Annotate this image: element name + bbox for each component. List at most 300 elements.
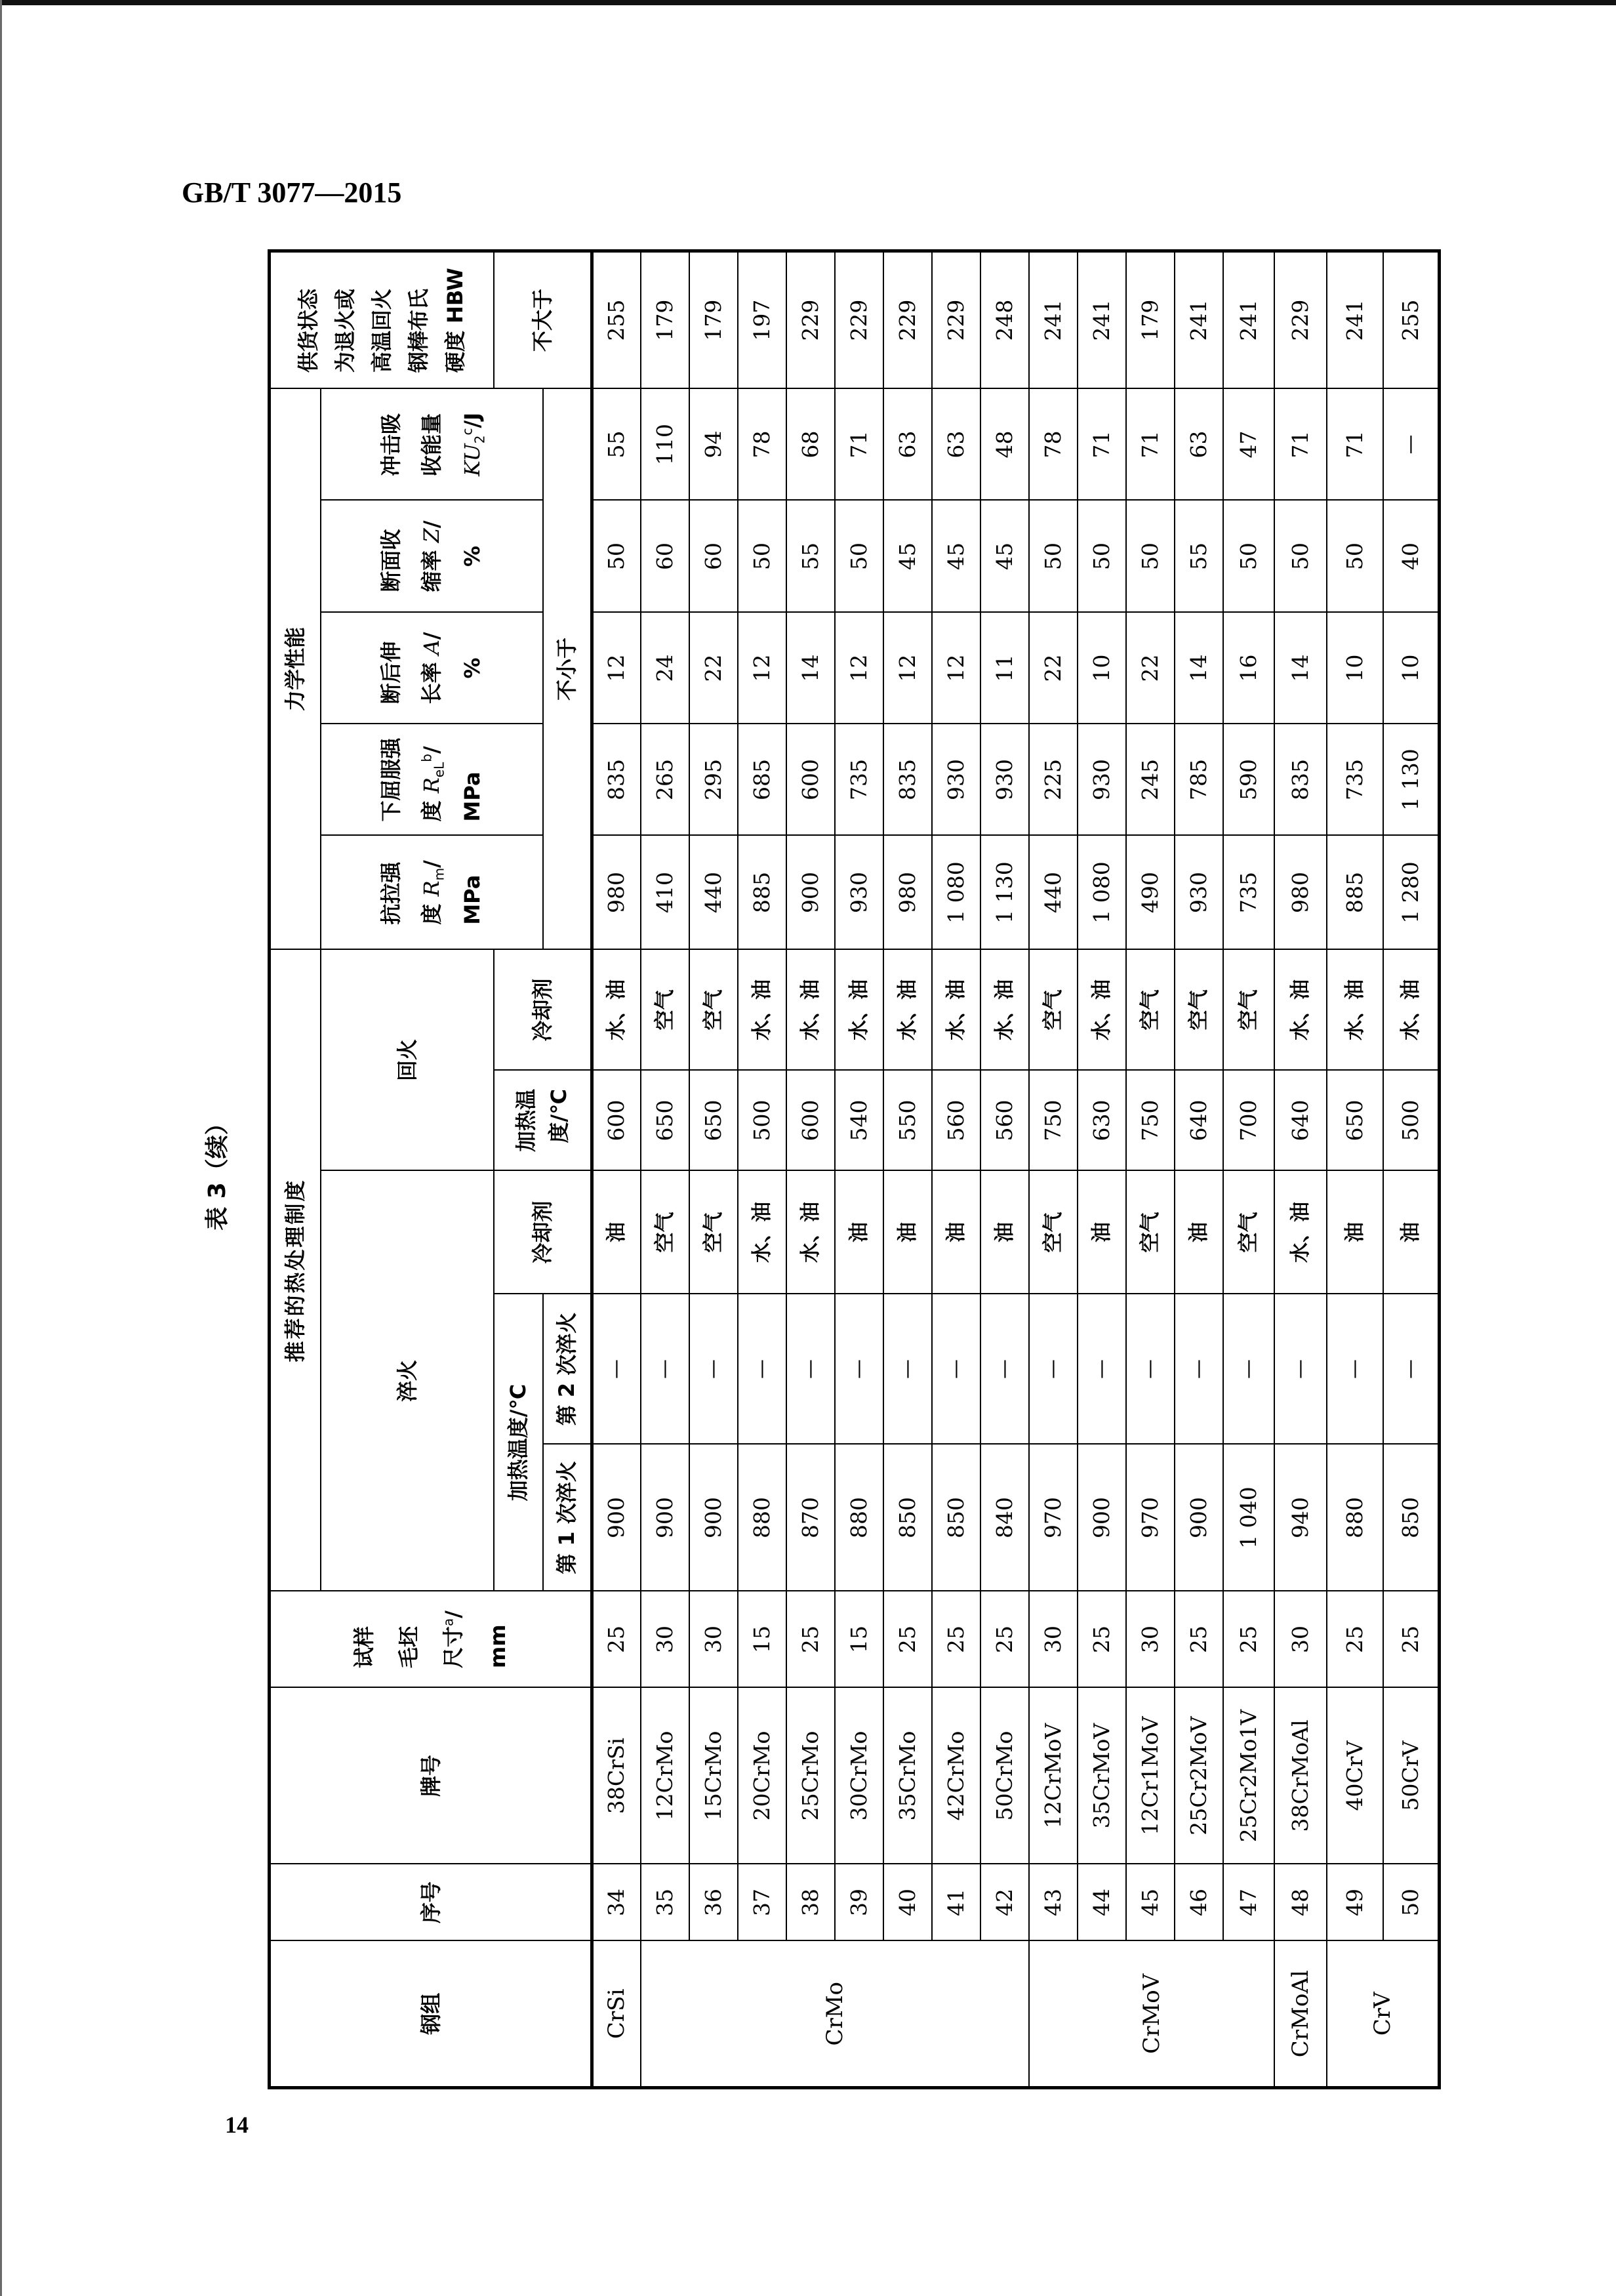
cell-blank-size: 25 [1223, 1591, 1274, 1688]
cell-tensile-strength: 980 [883, 835, 932, 949]
header-blank-size [270, 1591, 592, 1688]
cell-reduction-of-area: 40 [1383, 500, 1440, 612]
page-number: 14 [225, 2112, 249, 2138]
cell-quench-coolant: 油 [835, 1171, 883, 1294]
cell-reduction-of-area: 60 [641, 500, 689, 612]
steel-properties-table [268, 249, 1441, 2089]
unit-label: % [460, 545, 485, 567]
table-row [1327, 251, 1383, 2087]
cell-tensile-strength: 900 [786, 835, 835, 949]
cell-second-quench-temp: — [1126, 1294, 1175, 1445]
subscript: m [431, 867, 447, 881]
cell-yield-strength: 930 [932, 724, 980, 835]
cell-tensile-strength: 980 [1274, 835, 1327, 949]
cell-temper-coolant: 水、油 [738, 949, 786, 1070]
cell-temper-coolant: 空气 [1029, 949, 1078, 1070]
cell-hardness-hbw: 255 [1383, 251, 1440, 388]
cell-reduction-of-area: 45 [980, 500, 1029, 612]
header-mechanical-properties: 力学性能 [270, 388, 321, 949]
cell-impact-energy: 63 [1175, 388, 1223, 500]
header-quench-coolant: 冷却剂 [494, 1171, 592, 1294]
cell-quench-coolant: 空气 [1029, 1171, 1078, 1294]
table-row [1029, 251, 1078, 2087]
cell-second-quench-temp: — [1274, 1294, 1327, 1445]
cell-temper-temp: 500 [738, 1071, 786, 1171]
cell-first-quench-temp: 1 040 [1223, 1445, 1274, 1591]
table-row [1383, 251, 1440, 2087]
cell-yield-strength: 295 [689, 724, 738, 835]
header-hardness [270, 251, 494, 388]
cell-reduction-of-area: 55 [786, 500, 835, 612]
cell-first-quench-temp: 880 [1327, 1445, 1383, 1591]
symbol: R [419, 880, 444, 897]
header-second-quench: 第 2 次淬火 [543, 1294, 592, 1445]
cell-temper-temp: 560 [932, 1071, 980, 1171]
cell-elongation: 12 [835, 612, 883, 724]
scan-edge-left [0, 0, 2, 2296]
cell-tensile-strength: 980 [592, 835, 641, 949]
label-line: 收能量 [419, 413, 444, 476]
cell-hardness-hbw: 229 [835, 251, 883, 388]
label-text: / [419, 520, 444, 529]
cell-serial-no: 37 [738, 1864, 786, 1941]
cell-first-quench-temp: 900 [1078, 1445, 1126, 1591]
footnote-mark: c [459, 428, 475, 436]
cell-impact-energy: 94 [689, 388, 738, 500]
cell-temper-temp: 750 [1126, 1071, 1175, 1171]
cell-blank-size: 25 [1078, 1591, 1126, 1688]
cell-tensile-strength: 1 080 [1078, 835, 1126, 949]
cell-temper-temp: 650 [1327, 1071, 1383, 1171]
cell-elongation: 24 [641, 612, 689, 724]
cell-first-quench-temp: 900 [592, 1445, 641, 1591]
cell-yield-strength: 930 [1078, 724, 1126, 835]
cell-temper-coolant: 空气 [641, 949, 689, 1070]
label-line: 下屈服强 [378, 737, 403, 822]
label-text: /J [460, 412, 485, 428]
symbol: A [419, 640, 444, 655]
subscript: eL [431, 762, 447, 778]
symbol: R [419, 777, 444, 794]
symbol: Z [419, 528, 444, 543]
label-line [411, 860, 452, 924]
table-row [738, 251, 786, 2087]
header-heat-treatment: 推荐的热处理制度 [270, 949, 321, 1591]
cell-first-quench-temp: 880 [738, 1445, 786, 1591]
cell-yield-strength: 835 [883, 724, 932, 835]
cell-second-quench-temp: — [1327, 1294, 1383, 1445]
cell-tensile-strength: 930 [1175, 835, 1223, 949]
cell-temper-temp: 600 [786, 1071, 835, 1171]
header-grade: 牌号 [270, 1688, 592, 1864]
cell-impact-energy: 63 [932, 388, 980, 500]
cell-tensile-strength: 735 [1223, 835, 1274, 949]
header-steel-group: 钢组 [270, 1941, 592, 2088]
cell-impact-energy: — [1383, 388, 1440, 500]
cell-elongation: 12 [592, 612, 641, 724]
cell-tensile-strength: 1 280 [1383, 835, 1440, 949]
cell-blank-size: 25 [786, 1591, 835, 1688]
cell-first-quench-temp: 900 [689, 1445, 738, 1591]
header-serial-no: 序号 [270, 1864, 592, 1941]
cell-blank-size: 30 [1029, 1591, 1078, 1688]
cell-hardness-hbw: 241 [1223, 251, 1274, 388]
cell-reduction-of-area: 50 [1327, 500, 1383, 612]
cell-steel-group: CrV [1327, 1941, 1440, 2088]
cell-elongation: 22 [1126, 612, 1175, 724]
cell-blank-size: 30 [1126, 1591, 1175, 1688]
cell-hardness-hbw: 179 [641, 251, 689, 388]
header-temper-coolant: 冷却剂 [494, 949, 592, 1070]
cell-elongation: 14 [1274, 612, 1327, 724]
cell-quench-coolant: 空气 [689, 1171, 738, 1294]
cell-elongation: 11 [980, 612, 1029, 724]
cell-quench-coolant: 空气 [641, 1171, 689, 1294]
cell-impact-energy: 78 [738, 388, 786, 500]
cell-yield-strength: 685 [738, 724, 786, 835]
label-line: 冲击吸 [378, 413, 403, 476]
cell-second-quench-temp: — [592, 1294, 641, 1445]
cell-temper-temp: 630 [1078, 1071, 1126, 1171]
cell-reduction-of-area: 50 [1029, 500, 1078, 612]
cell-impact-energy: 55 [592, 388, 641, 500]
cell-grade: 30CrMo [835, 1688, 883, 1864]
cell-second-quench-temp: — [1029, 1294, 1078, 1445]
cell-grade: 38CrMoAl [1274, 1688, 1327, 1864]
cell-grade: 20CrMo [738, 1688, 786, 1864]
cell-impact-energy: 71 [1327, 388, 1383, 500]
cell-yield-strength: 1 130 [1383, 724, 1440, 835]
footnote-mark: b [418, 754, 435, 762]
cell-blank-size: 15 [738, 1591, 786, 1688]
cell-serial-no: 40 [883, 1864, 932, 1941]
cell-hardness-hbw: 241 [1078, 251, 1126, 388]
cell-serial-no: 36 [689, 1864, 738, 1941]
cell-quench-coolant: 油 [883, 1171, 932, 1294]
cell-hardness-hbw: 179 [689, 251, 738, 388]
subscript: 2 [472, 435, 488, 444]
cell-steel-group: CrSi [592, 1941, 641, 2088]
label-line: 试样 [351, 1626, 376, 1668]
table-row [1078, 251, 1126, 2087]
cell-second-quench-temp: — [1078, 1294, 1126, 1445]
cell-blank-size: 25 [1327, 1591, 1383, 1688]
cell-tensile-strength: 885 [1327, 835, 1383, 949]
label-text: / [440, 1610, 466, 1618]
scan-edge-top [0, 0, 1616, 5]
label-line [411, 737, 452, 821]
cell-grade: 25Cr2Mo1V [1223, 1688, 1274, 1864]
cell-reduction-of-area: 50 [1274, 500, 1327, 612]
cell-temper-temp: 550 [883, 1071, 932, 1171]
cell-temper-coolant: 空气 [1126, 949, 1175, 1070]
cell-yield-strength: 245 [1126, 724, 1175, 835]
header-reduction-of-area [321, 500, 543, 612]
cell-impact-energy: 63 [883, 388, 932, 500]
cell-grade: 35CrMo [883, 1688, 932, 1864]
label-text: / [419, 860, 444, 868]
cell-reduction-of-area: 50 [738, 500, 786, 612]
cell-temper-coolant: 水、油 [883, 949, 932, 1070]
cell-quench-coolant: 水、油 [1274, 1171, 1327, 1294]
cell-serial-no: 44 [1078, 1864, 1126, 1941]
cell-serial-no: 48 [1274, 1864, 1327, 1941]
cell-blank-size: 25 [932, 1591, 980, 1688]
cell-first-quench-temp: 840 [980, 1445, 1029, 1591]
cell-serial-no: 49 [1327, 1864, 1383, 1941]
cell-second-quench-temp: — [1383, 1294, 1440, 1445]
label-line: 度/℃ [546, 1089, 571, 1143]
cell-impact-energy: 110 [641, 388, 689, 500]
unit-label: % [460, 657, 485, 679]
cell-elongation: 14 [1175, 612, 1223, 724]
cell-reduction-of-area: 50 [1223, 500, 1274, 612]
cell-reduction-of-area: 50 [835, 500, 883, 612]
cell-quench-coolant: 油 [1383, 1171, 1440, 1294]
label-line: 钢棒布氏 [406, 289, 432, 373]
cell-hardness-hbw: 229 [932, 251, 980, 388]
header-not-less-than: 不小于 [543, 388, 592, 949]
cell-first-quench-temp: 850 [1383, 1445, 1440, 1591]
cell-temper-coolant: 水、油 [835, 949, 883, 1070]
cell-impact-energy: 47 [1223, 388, 1274, 500]
table-row [689, 251, 738, 2087]
table-row [1175, 251, 1223, 2087]
cell-second-quench-temp: — [1175, 1294, 1223, 1445]
header-tensile-strength [321, 835, 543, 949]
label-line: 抗拉强 [378, 861, 403, 925]
cell-elongation: 10 [1327, 612, 1383, 724]
header-elongation [321, 612, 543, 724]
cell-serial-no: 45 [1126, 1864, 1175, 1941]
cell-temper-coolant: 空气 [689, 949, 738, 1070]
cell-temper-coolant: 水、油 [1274, 949, 1327, 1070]
cell-grade: 35CrMoV [1078, 1688, 1126, 1864]
cell-yield-strength: 930 [980, 724, 1029, 835]
cell-blank-size: 30 [641, 1591, 689, 1688]
cell-grade: 15CrMo [689, 1688, 738, 1864]
header-not-greater-than: 不大于 [494, 251, 592, 388]
header-temper-heating-temp [494, 1071, 592, 1171]
cell-reduction-of-area: 50 [1078, 500, 1126, 612]
cell-tensile-strength: 1 080 [932, 835, 980, 949]
cell-serial-no: 41 [932, 1864, 980, 1941]
cell-yield-strength: 265 [641, 724, 689, 835]
cell-temper-temp: 540 [835, 1071, 883, 1171]
header-quenching: 淬火 [321, 1171, 494, 1591]
cell-elongation: 16 [1223, 612, 1274, 724]
label-text: 长率 [419, 655, 444, 705]
label-text: 尺寸 [440, 1626, 466, 1668]
table-row [641, 251, 689, 2087]
unit-label: MPa [460, 874, 485, 925]
cell-temper-temp: 500 [1383, 1071, 1440, 1171]
cell-yield-strength: 735 [1327, 724, 1383, 835]
label-line [411, 520, 452, 592]
cell-temper-temp: 560 [980, 1071, 1029, 1171]
cell-grade: 50CrV [1383, 1688, 1440, 1864]
cell-first-quench-temp: 900 [1175, 1445, 1223, 1591]
table-row [1126, 251, 1175, 2087]
header-tempering: 回火 [321, 949, 494, 1170]
cell-tensile-strength: 410 [641, 835, 689, 949]
cell-grade: 50CrMo [980, 1688, 1029, 1864]
cell-hardness-hbw: 241 [1029, 251, 1078, 388]
cell-temper-coolant: 水、油 [1078, 949, 1126, 1070]
cell-second-quench-temp: — [641, 1294, 689, 1445]
cell-quench-coolant: 水、油 [786, 1171, 835, 1294]
cell-temper-coolant: 空气 [1223, 949, 1274, 1070]
cell-second-quench-temp: — [883, 1294, 932, 1445]
cell-second-quench-temp: — [835, 1294, 883, 1445]
cell-hardness-hbw: 229 [883, 251, 932, 388]
cell-quench-coolant: 水、油 [738, 1171, 786, 1294]
cell-serial-no: 38 [786, 1864, 835, 1941]
cell-elongation: 10 [1078, 612, 1126, 724]
header-yield-strength [321, 724, 543, 835]
header-first-quench: 第 1 次淬火 [543, 1445, 592, 1591]
label-line [411, 632, 452, 704]
cell-tensile-strength: 440 [1029, 835, 1078, 949]
cell-blank-size: 25 [980, 1591, 1029, 1688]
cell-blank-size: 30 [1274, 1591, 1327, 1688]
cell-reduction-of-area: 60 [689, 500, 738, 612]
cell-tensile-strength: 1 130 [980, 835, 1029, 949]
cell-second-quench-temp: — [980, 1294, 1029, 1445]
cell-hardness-hbw: 241 [1175, 251, 1223, 388]
cell-first-quench-temp: 970 [1126, 1445, 1175, 1591]
cell-serial-no: 42 [980, 1864, 1029, 1941]
cell-quench-coolant: 空气 [1126, 1171, 1175, 1294]
cell-hardness-hbw: 229 [1274, 251, 1327, 388]
cell-impact-energy: 48 [980, 388, 1029, 500]
cell-quench-coolant: 油 [1327, 1171, 1383, 1294]
cell-second-quench-temp: — [1223, 1294, 1274, 1445]
cell-tensile-strength: 930 [835, 835, 883, 949]
cell-temper-coolant: 水、油 [980, 949, 1029, 1070]
cell-quench-coolant: 油 [980, 1171, 1029, 1294]
rotated-table-container [204, 253, 1438, 2089]
cell-yield-strength: 735 [835, 724, 883, 835]
cell-quench-coolant: 空气 [1223, 1171, 1274, 1294]
cell-quench-coolant: 油 [932, 1171, 980, 1294]
label-line: 断后伸 [378, 641, 403, 705]
cell-yield-strength: 600 [786, 724, 835, 835]
label-text: / [419, 746, 444, 754]
cell-hardness-hbw: 179 [1126, 251, 1175, 388]
table-title: 表 3（续） [204, 1111, 231, 1231]
cell-hardness-hbw: 248 [980, 251, 1029, 388]
label-line: 供货状态 [296, 289, 321, 373]
cell-temper-coolant: 水、油 [1383, 949, 1440, 1070]
label-line: 毛坯 [395, 1626, 421, 1668]
cell-quench-coolant: 油 [592, 1171, 641, 1294]
cell-grade: 25Cr2MoV [1175, 1688, 1223, 1864]
cell-blank-size: 25 [1175, 1591, 1223, 1688]
cell-reduction-of-area: 50 [592, 500, 641, 612]
table-row [1274, 251, 1327, 2087]
cell-serial-no: 46 [1175, 1864, 1223, 1941]
cell-steel-group: CrMoAl [1274, 1941, 1327, 2088]
cell-first-quench-temp: 900 [641, 1445, 689, 1591]
label-text: 度 [419, 793, 444, 822]
label-line: 加热温 [513, 1089, 538, 1153]
cell-grade: 38CrSi [592, 1688, 641, 1864]
table-row [980, 251, 1029, 2087]
label-line [431, 1610, 475, 1668]
cell-first-quench-temp: 870 [786, 1445, 835, 1591]
cell-first-quench-temp: 880 [835, 1445, 883, 1591]
cell-temper-coolant: 空气 [1175, 949, 1223, 1070]
cell-grade: 42CrMo [932, 1688, 980, 1864]
unit-label: MPa [460, 771, 485, 822]
cell-temper-temp: 700 [1223, 1071, 1274, 1171]
cell-reduction-of-area: 45 [932, 500, 980, 612]
cell-quench-coolant: 油 [1175, 1171, 1223, 1294]
cell-impact-energy: 71 [1274, 388, 1327, 500]
unit-label: mm [485, 1624, 510, 1668]
table-row [592, 251, 641, 2087]
cell-grade: 12CrMoV [1029, 1688, 1078, 1864]
cell-reduction-of-area: 55 [1175, 500, 1223, 612]
label-text: / [419, 632, 444, 640]
cell-temper-temp: 640 [1274, 1071, 1327, 1171]
cell-impact-energy: 71 [835, 388, 883, 500]
cell-hardness-hbw: 197 [738, 251, 786, 388]
cell-steel-group: CrMoV [1029, 1941, 1274, 2088]
cell-second-quench-temp: — [932, 1294, 980, 1445]
cell-tensile-strength: 440 [689, 835, 738, 949]
cell-first-quench-temp: 850 [883, 1445, 932, 1591]
label-line [452, 413, 493, 476]
table-row [1223, 251, 1274, 2087]
cell-serial-no: 50 [1383, 1864, 1440, 1941]
cell-reduction-of-area: 45 [883, 500, 932, 612]
cell-impact-energy: 78 [1029, 388, 1078, 500]
cell-blank-size: 25 [592, 1591, 641, 1688]
standard-code-header: GB/T 3077—2015 [182, 176, 402, 209]
header-quench-heating-temp: 加热温度/℃ [494, 1294, 543, 1591]
cell-blank-size: 30 [689, 1591, 738, 1688]
cell-grade: 12CrMo [641, 1688, 689, 1864]
cell-blank-size: 25 [883, 1591, 932, 1688]
cell-hardness-hbw: 229 [786, 251, 835, 388]
cell-serial-no: 34 [592, 1864, 641, 1941]
cell-yield-strength: 785 [1175, 724, 1223, 835]
cell-elongation: 12 [932, 612, 980, 724]
cell-second-quench-temp: — [738, 1294, 786, 1445]
cell-serial-no: 39 [835, 1864, 883, 1941]
cell-blank-size: 15 [835, 1591, 883, 1688]
cell-blank-size: 25 [1383, 1591, 1440, 1688]
cell-serial-no: 43 [1029, 1864, 1078, 1941]
cell-temper-temp: 600 [592, 1071, 641, 1171]
cell-impact-energy: 68 [786, 388, 835, 500]
header-row-1 [270, 251, 321, 2087]
cell-quench-coolant: 油 [1078, 1171, 1126, 1294]
cell-elongation: 12 [738, 612, 786, 724]
cell-temper-coolant: 水、油 [1327, 949, 1383, 1070]
symbol: KU [460, 443, 485, 476]
label-line: 硬度 HBW [443, 268, 468, 373]
cell-second-quench-temp: — [786, 1294, 835, 1445]
cell-serial-no: 47 [1223, 1864, 1274, 1941]
cell-impact-energy: 71 [1126, 388, 1175, 500]
cell-temper-coolant: 水、油 [592, 949, 641, 1070]
label-text: 缩率 [419, 543, 444, 592]
cell-temper-temp: 640 [1175, 1071, 1223, 1171]
table-row [932, 251, 980, 2087]
